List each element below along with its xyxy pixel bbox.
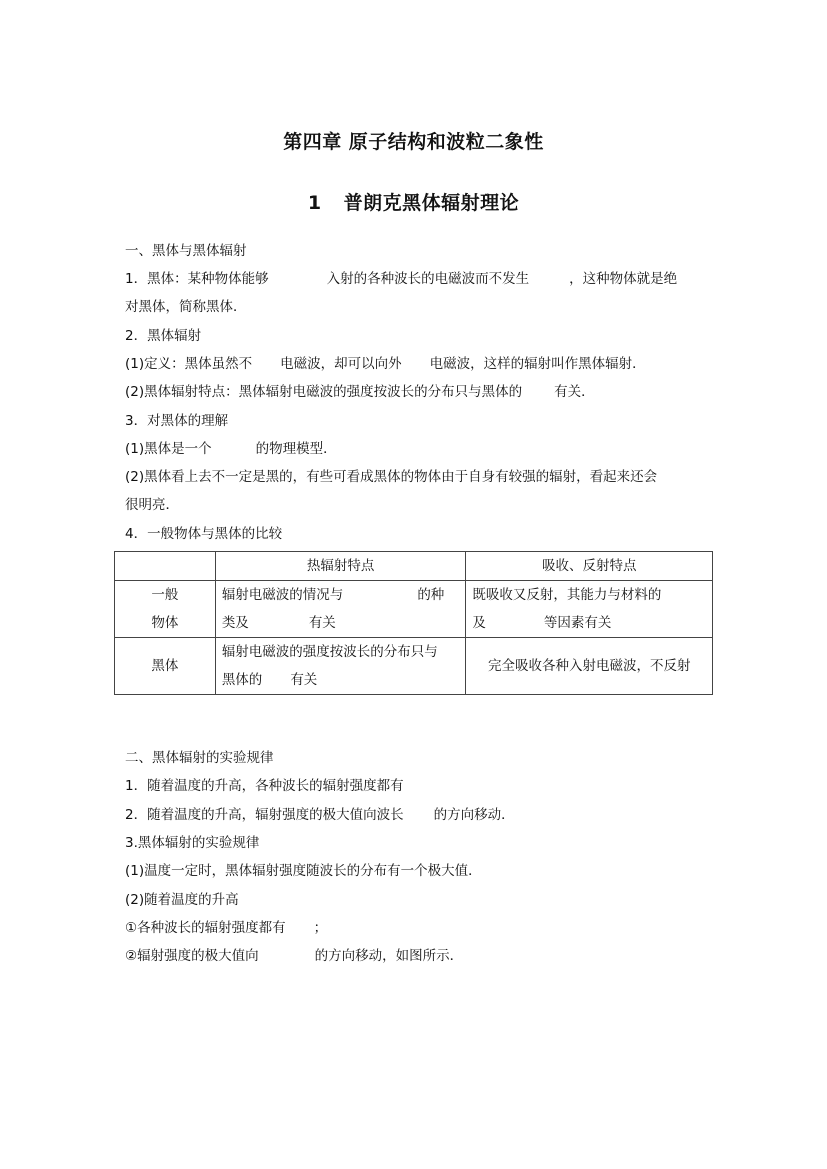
- paragraph-definition: [125, 355, 646, 373]
- text-span: 及: [472, 615, 486, 631]
- paragraph-line: 3．对黑体的理解: [125, 413, 229, 429]
- text-span: 电磁波，这样的辐射叫作黑体辐射．: [429, 356, 646, 372]
- text-span: 的方向移动．: [433, 807, 515, 823]
- table-header-cell: 吸收、反射特点: [466, 552, 713, 581]
- table-header-row: [115, 552, 713, 581]
- cell-line: [222, 581, 460, 609]
- text-span: 的方向移动，如图所示．: [314, 948, 464, 964]
- text-span: 2．随着温度的升高，辐射强度的极大值向波长: [125, 807, 404, 823]
- text-span: ，这种物体就是绝: [569, 271, 678, 287]
- paragraph-line: 对黑体，简称黑体．: [125, 299, 247, 315]
- chapter-title: 第四章 原子结构和波粒二象性: [283, 131, 544, 153]
- paragraph-feature: [125, 383, 595, 401]
- paragraph-model: [125, 440, 337, 458]
- text-span: 有关．: [554, 384, 595, 400]
- cell-line: [472, 609, 706, 637]
- paragraph-line: 1．随着温度的升高，各种波长的辐射强度都有: [125, 778, 404, 794]
- cell-line: [222, 609, 460, 637]
- table-header-cell: 热辐射特点: [215, 552, 466, 581]
- table-cell: [466, 581, 713, 638]
- row-label: 物体: [151, 615, 179, 631]
- cell-line: [222, 666, 460, 694]
- paragraph-line: 2．黑体辐射: [125, 328, 202, 344]
- text-span: 等因素有关: [543, 615, 612, 631]
- paragraph-intensity: [125, 919, 327, 937]
- text-span: ①各种波长的辐射强度都有: [125, 920, 286, 936]
- table-cell: 完全吸收各种入射电磁波，不反射: [466, 638, 713, 695]
- section-1-heading: 一、黑体与黑体辐射: [125, 243, 247, 259]
- paragraph-peak-shift: [125, 806, 515, 824]
- text-span: 电磁波，却可以向外: [280, 356, 402, 372]
- text-span: (2)黑体辐射特点：黑体辐射电磁波的强度按波长的分布只与黑体的: [125, 384, 523, 400]
- text-span: 的种: [417, 587, 445, 603]
- table-row: [115, 581, 713, 638]
- table-cell: [215, 581, 466, 638]
- text-span: 的物理模型．: [255, 441, 337, 457]
- section-2-heading: 二、黑体辐射的实验规律: [125, 750, 274, 766]
- paragraph-peak-direction: [125, 947, 463, 965]
- text-span: 入射的各种波长的电磁波而不发生: [326, 271, 530, 287]
- text-span: 有关: [290, 672, 318, 688]
- text-span: ②辐射强度的极大值向: [125, 948, 259, 964]
- text-span: ；: [313, 920, 328, 936]
- text-span: 辐射电磁波的情况与: [221, 587, 344, 603]
- paragraph-line: (1)温度一定时，黑体辐射强度随波长的分布有一个极大值．: [125, 863, 482, 879]
- paragraph-line: 3.黑体辐射的实验规律: [125, 835, 260, 851]
- text-span: 1．黑体：某种物体能够: [125, 271, 269, 287]
- table-cell: [115, 581, 216, 638]
- paragraph-line: 4．一般物体与黑体的比较: [125, 526, 283, 542]
- paragraph-blackbody-def: [125, 270, 677, 288]
- cell-line: 既吸收又反射，其能力与材料的: [472, 587, 662, 603]
- comparison-table: [114, 551, 713, 695]
- text-span: (1)定义：黑体虽然不: [125, 356, 253, 372]
- text-span: 有关: [308, 615, 336, 631]
- paragraph-line: (2)黑体看上去不一定是黑的，有些可看成黑体的物体由于自身有较强的辐射，看起来还会: [125, 469, 658, 485]
- lesson-title: [0, 188, 827, 215]
- table-cell: [215, 638, 466, 695]
- row-label: 一般: [151, 587, 179, 603]
- table-cell: 黑体: [115, 638, 216, 695]
- text-span: 类及: [221, 615, 249, 631]
- paragraph-line: 很明亮．: [125, 497, 179, 513]
- paragraph-line: (2)随着温度的升高: [125, 892, 239, 908]
- cell-line: 辐射电磁波的强度按波长的分布只与: [221, 644, 438, 660]
- text-span: (1)黑体是一个: [125, 441, 212, 457]
- lesson-title-text: 普朗克黑体辐射理论: [343, 192, 520, 214]
- table-row: [115, 638, 713, 695]
- text-span: 黑体的: [221, 672, 263, 688]
- lesson-number: 1: [307, 192, 322, 214]
- table-header-cell: [115, 552, 216, 581]
